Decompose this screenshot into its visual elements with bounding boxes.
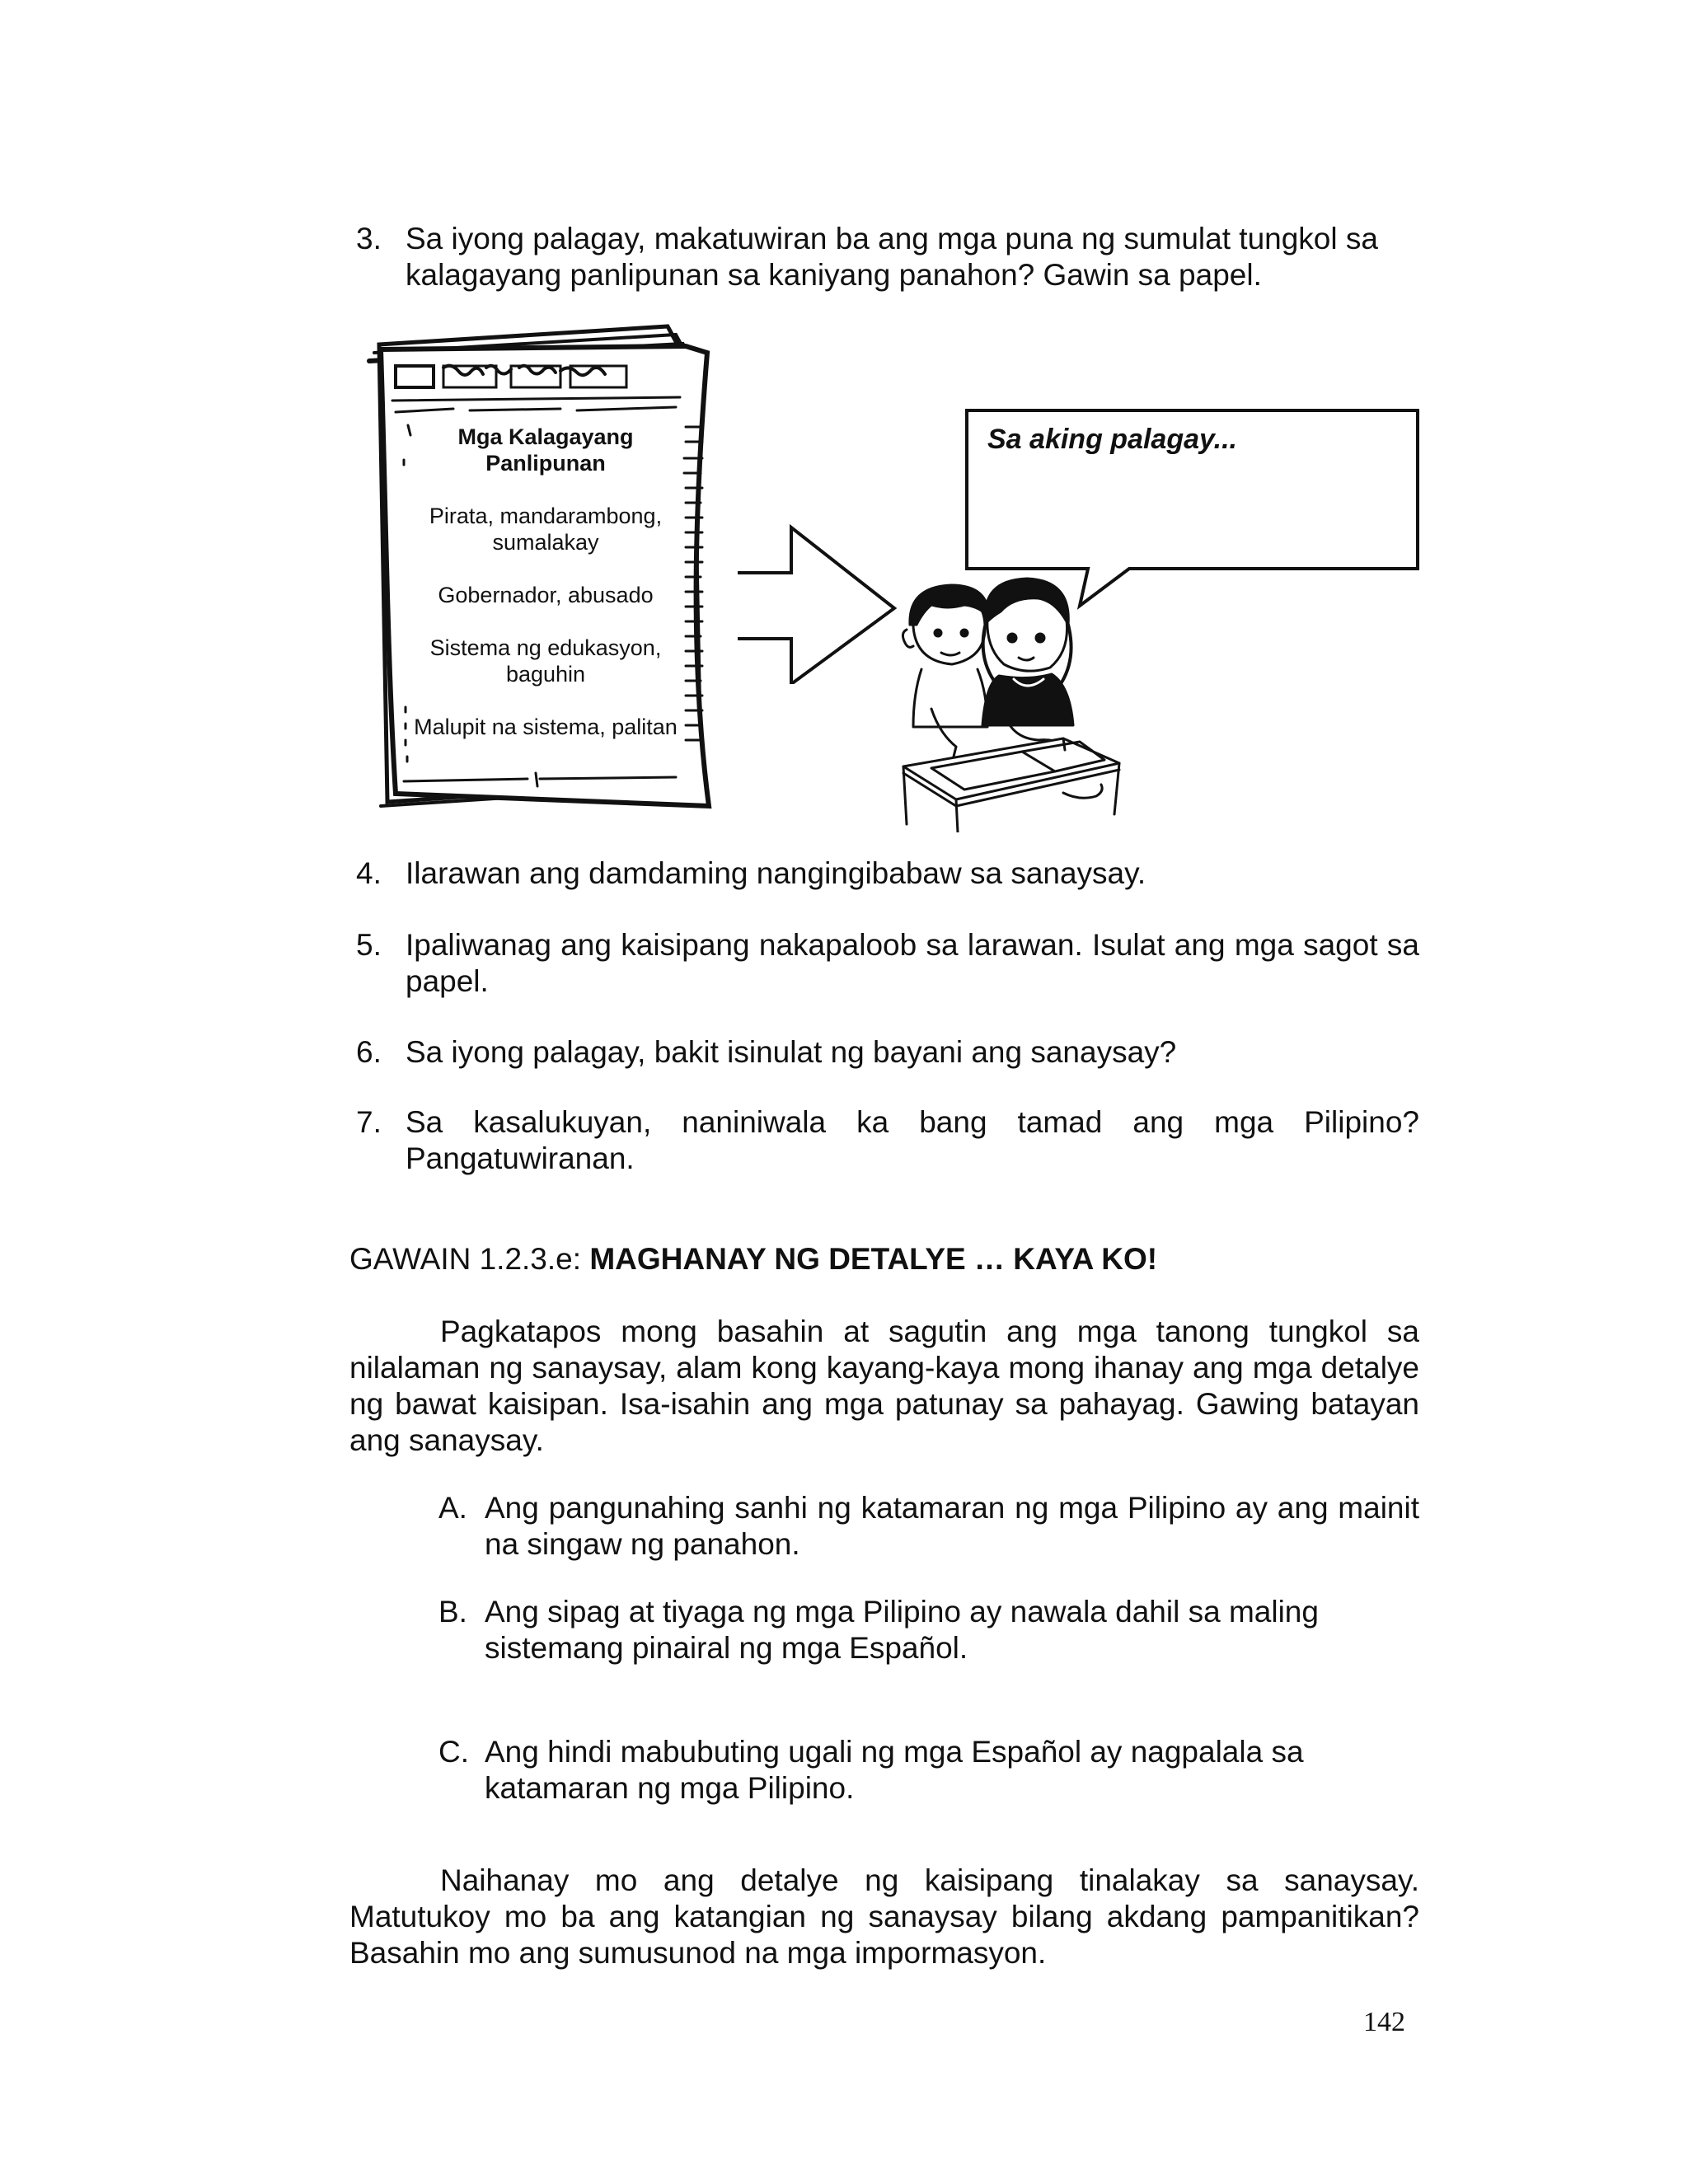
paper-item: Pirata, mandarambong, sumalakay — [429, 504, 663, 555]
activity-heading — [349, 1241, 1157, 1277]
question-7 — [356, 1104, 1419, 1177]
statement-letter: A. — [438, 1491, 467, 1525]
paper-item: Malupit na sistema, palitan — [414, 715, 678, 739]
question-text: Ipaliwanag ang kaisipang nakapaloob sa larawan. Isulat ang mga sagot sa papel. — [406, 928, 1419, 998]
question-6 — [356, 1034, 1419, 1071]
statement-text: Ang pangunahing sanhi ng katamaran ng mga Pilipino ay ang mainit na singaw ng panahon. — [485, 1491, 1419, 1561]
statement-letter: B. — [438, 1595, 467, 1629]
activity-label: GAWAIN 1.2.3.e: — [349, 1242, 590, 1276]
children-reading-illustration — [898, 577, 1125, 832]
question-number: 4. — [356, 856, 382, 890]
page-number: 142 — [1363, 2007, 1405, 2037]
question-number: 3. — [356, 222, 382, 255]
question-3 — [356, 221, 1419, 293]
question-number: 7. — [356, 1105, 382, 1139]
activity-title: MAGHANAY NG DETALYE … KAYA KO! — [589, 1242, 1158, 1276]
arrow-right-icon — [734, 519, 907, 684]
bubble-text: Sa aking palagay... — [987, 424, 1237, 455]
question-text: Sa iyong palagay, makatuwiran ba ang mga puna ng sumulat tungkol sa kalagayang panlipunan sa kaniyang panahon? Gawin sa papel. — [406, 222, 1378, 292]
statement-text: Ang sipag at tiyaga ng mga Pilipino ay nawala dahil sa maling sistemang pinairal ng mga Español. — [485, 1595, 1319, 1665]
question-text: Ilarawan ang damdaming nangingibabaw sa sanaysay. — [406, 856, 1146, 890]
statement-a — [438, 1490, 1419, 1563]
statement-b — [438, 1594, 1419, 1666]
paper-title: Mga Kalagayang Panlipunan — [457, 424, 634, 476]
question-text: Sa iyong palagay, bakit isinulat ng bayani ang sanaysay? — [406, 1035, 1177, 1069]
question-4 — [356, 855, 1419, 892]
question-text: Sa kasalukuyan, naniniwala ka bang tamad ang mga Pilipino? Pangatuwiranan. — [406, 1105, 1419, 1175]
question-number: 6. — [356, 1035, 382, 1069]
statement-letter: C. — [438, 1735, 469, 1769]
paper-item: Sistema ng edukasyon, baguhin — [429, 635, 662, 687]
question-5 — [356, 927, 1419, 1000]
statement-c — [438, 1734, 1419, 1807]
statement-text: Ang hindi mabubuting ugali ng mga Español ay nagpalala sa katamaran ng mga Pilipino. — [485, 1735, 1304, 1805]
closing-paragraph: Naihanay mo ang detalye ng kaisipang tinalakay sa sanaysay. Matutukoy mo ba ang katangian ng sanaysay bilang akdang pampanitikan? Basahin mo ang sumusunod na mga impormasyon. — [349, 1863, 1419, 1970]
question-number: 5. — [356, 928, 382, 962]
paper-item: Gobernador, abusado — [438, 583, 654, 607]
intro-paragraph: Pagkatapos mong basahin at sagutin ang mga tanong tungkol sa nilalaman ng sanaysay, alam kong kayang-kaya mong ihanay ang mga detalye ng bawat kaisipan. Isa-isahin ang mga patunay sa pahayag. Gawing batayan ang sanaysay. — [349, 1315, 1419, 1457]
newspaper-illustration — [363, 320, 725, 814]
